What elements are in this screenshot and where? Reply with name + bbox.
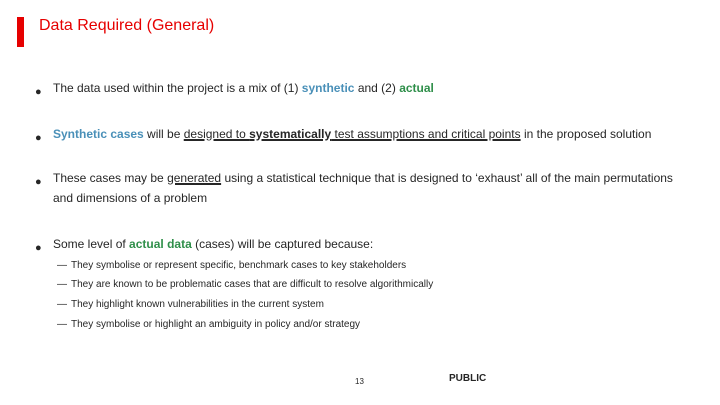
dash-marker: — (57, 319, 67, 330)
sub-item-text: They highlight known vulnerabilities in the current system (71, 299, 324, 310)
text-run: The data used within the project is a mix of (1) (53, 81, 302, 95)
sub-item (57, 278, 433, 292)
text-run: using a statistical technique that is designed to ‘exhaust’ all of the main permutations and dimensions of a problem (53, 171, 673, 205)
bullet-synthetic-cases (35, 124, 685, 144)
systematically-emphasis: systematically (249, 127, 332, 141)
text-run: and (2) (354, 81, 400, 95)
classification-label: PUBLIC (449, 373, 487, 384)
bullet-text (53, 168, 685, 208)
sub-item-text: They symbolise or represent specific, benchmark cases to key stakeholders (71, 260, 407, 271)
text-run: Some level of (53, 237, 130, 251)
designed-underline: designed to (183, 127, 250, 141)
bullet-marker: ● (35, 86, 42, 98)
dash-marker: — (57, 260, 67, 271)
test-underline: test assumptions and critical points (331, 127, 521, 141)
sub-item (57, 259, 406, 273)
sub-item (57, 298, 324, 312)
accent-bar (17, 17, 24, 47)
slide-title: Data Required (General) (39, 17, 215, 34)
actual-data-highlight: actual data (129, 237, 192, 251)
bullet-generated-cases (35, 168, 685, 208)
actual-highlight: actual (399, 81, 434, 95)
generated-underline: generated (167, 171, 222, 185)
synthetic-cases-highlight: Synthetic cases (53, 127, 144, 141)
dash-marker: — (57, 279, 67, 290)
bullet-text (53, 78, 685, 98)
bullet-marker: ● (35, 132, 42, 144)
bullet-actual-data (35, 234, 685, 254)
bullet-data-mix (35, 78, 685, 98)
sub-item-text: They are known to be problematic cases that are difficult to resolve algorithmically (71, 279, 434, 290)
sub-item (57, 318, 360, 332)
text-run: These cases may be (53, 171, 168, 185)
text-run: in the proposed solution (520, 127, 652, 141)
dash-marker: — (57, 299, 67, 310)
sub-item-text: They symbolise or highlight an ambiguity in policy and/or strategy (71, 319, 361, 330)
text-run: will be (143, 127, 184, 141)
bullet-marker: ● (35, 242, 42, 254)
page-number: 13 (355, 377, 364, 386)
bullet-marker: ● (35, 176, 42, 188)
bullet-text (53, 234, 685, 254)
bullet-text (53, 124, 685, 144)
synthetic-highlight: synthetic (301, 81, 355, 95)
text-run: (cases) will be captured because: (191, 237, 374, 251)
